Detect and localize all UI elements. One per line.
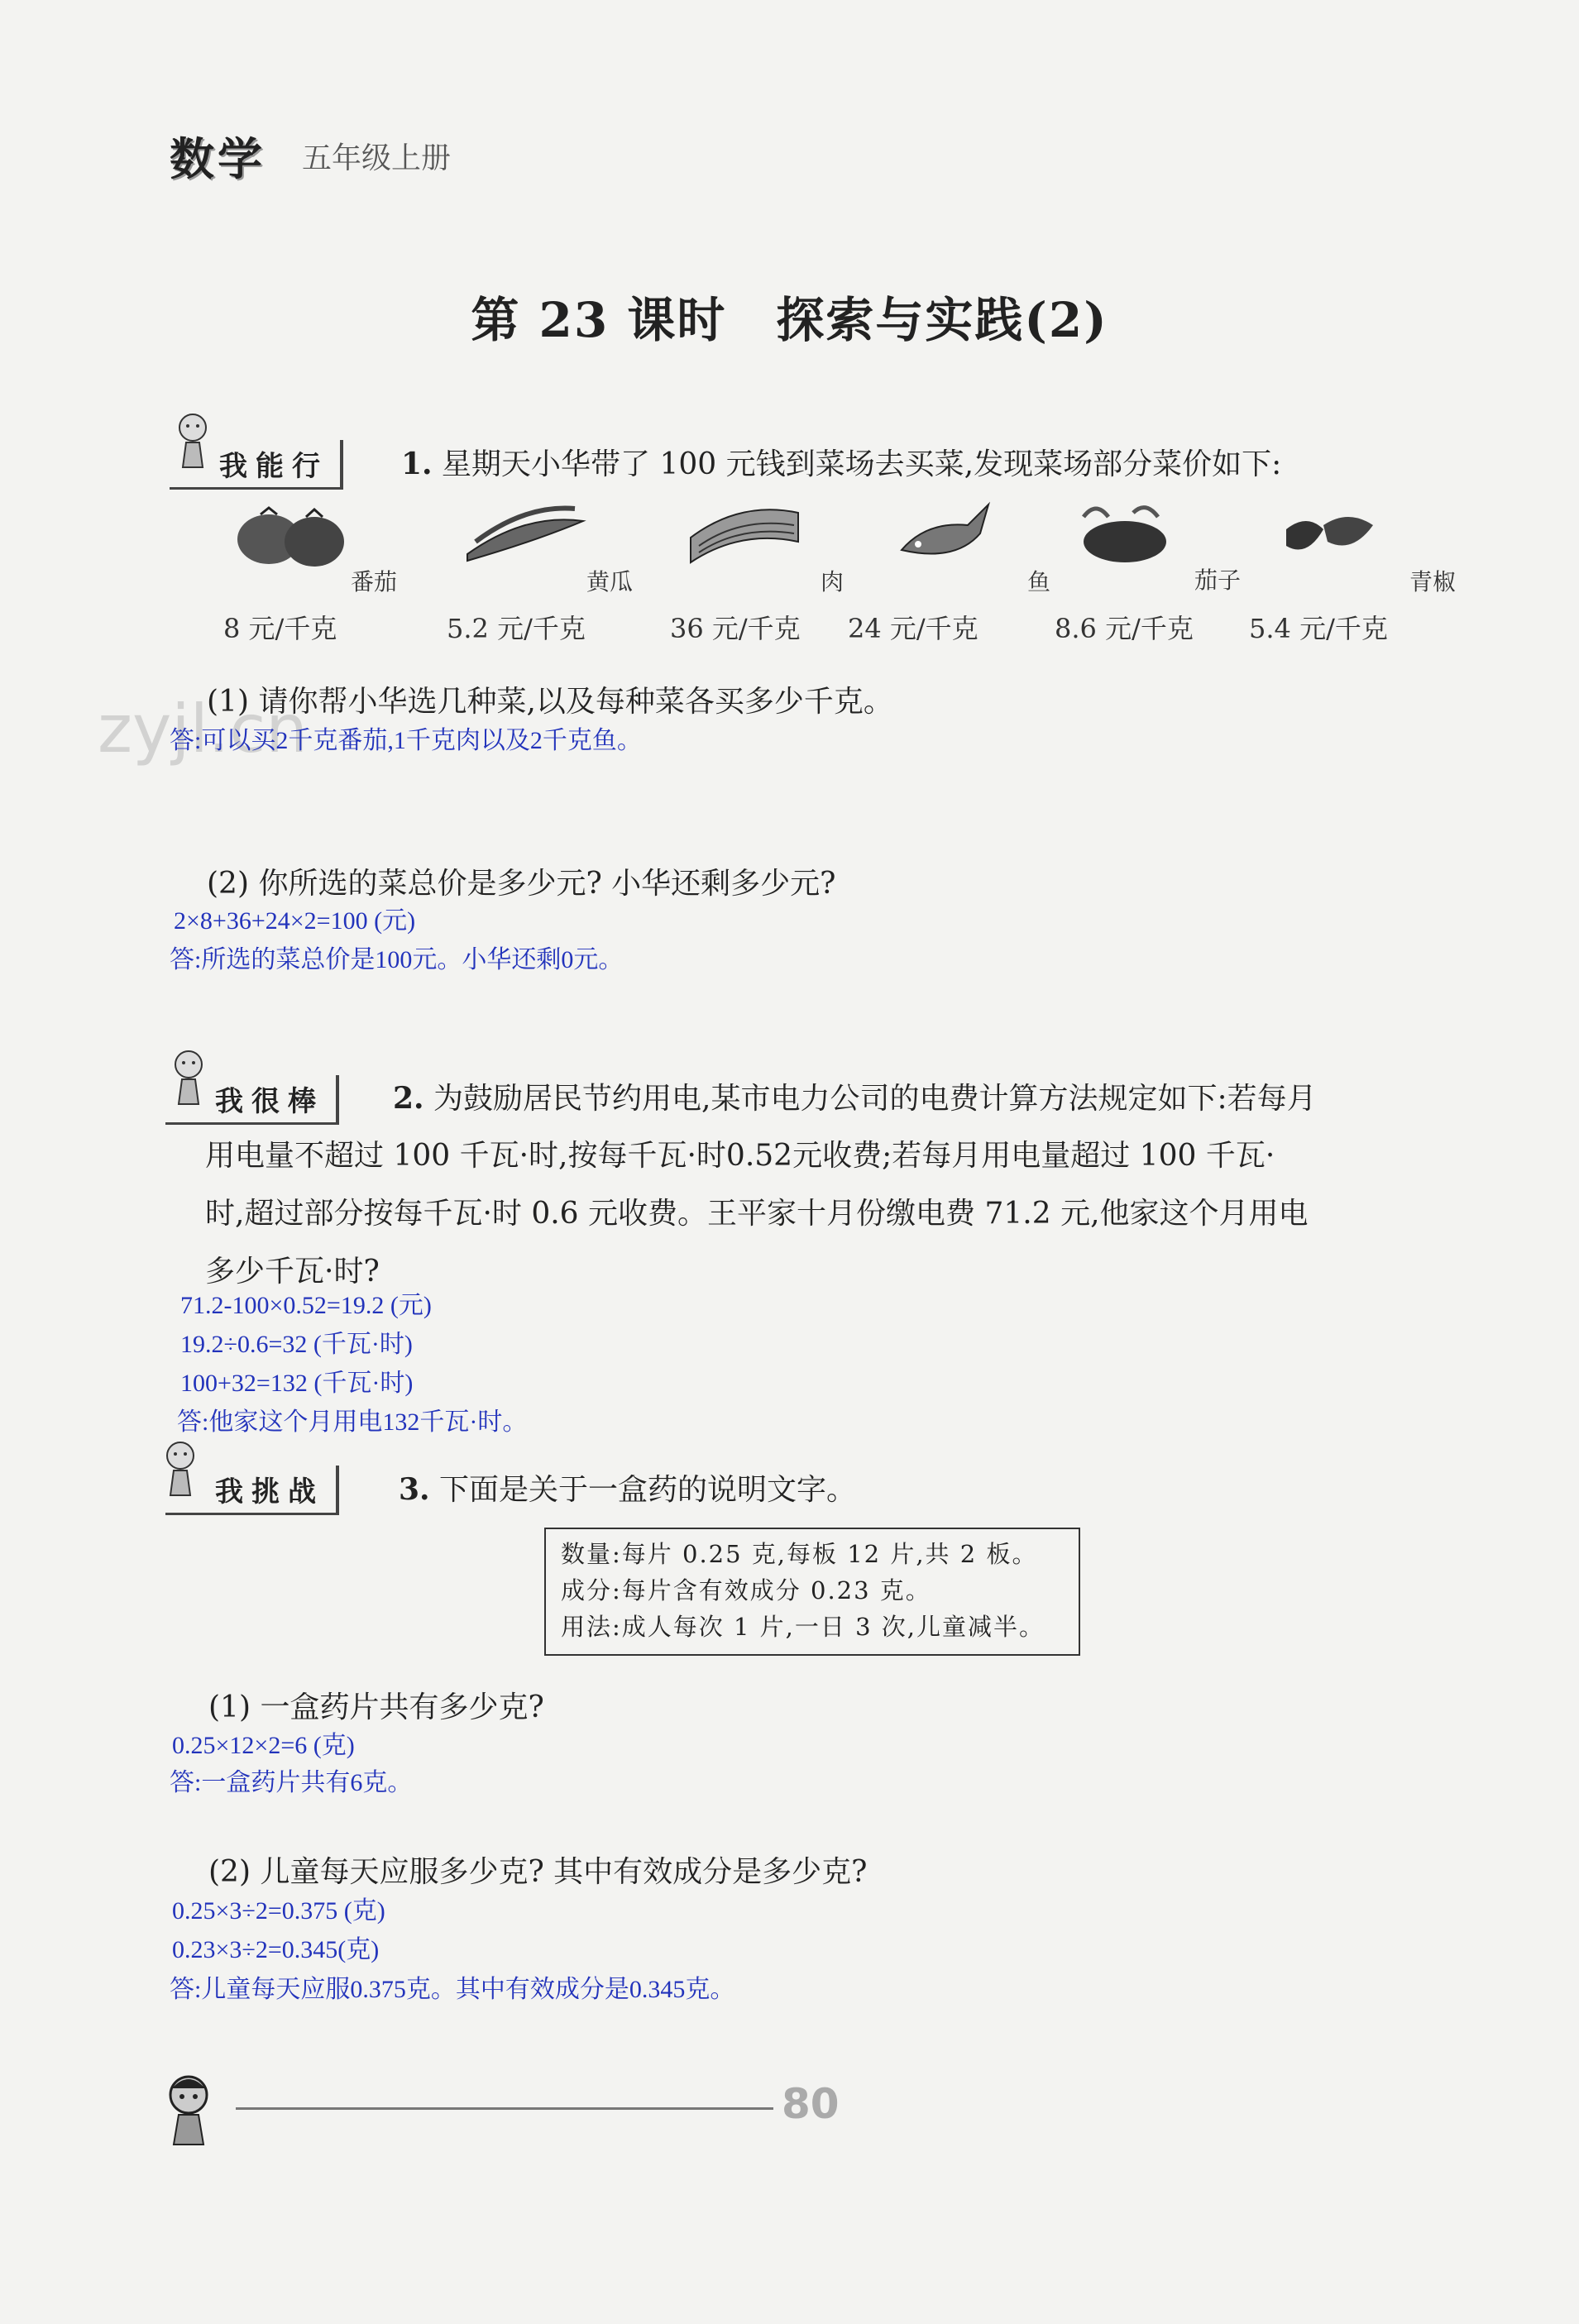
vegetable-item (1249, 496, 1456, 645)
footer-mascot-icon (157, 2072, 223, 2154)
q1-text: 星期天小华带了 100 元钱到菜场去买菜,发现菜场部分菜价如下: (442, 447, 1282, 481)
vegetable-price-list (223, 496, 1456, 653)
q3-answer-2-calc-2: 0.23×3÷2=0.345(克) (172, 1936, 380, 1963)
q3-answer-1: 答:一盒药片共有6克。 (170, 1769, 413, 1796)
q3-prompt (399, 1461, 856, 1518)
medicine-usage: 用法:成人每次 1 片,一日 3 次,儿童减半。 (561, 1613, 1045, 1641)
q3-answer-2-calc-1: 0.25×3÷2=0.375 (克) (172, 1897, 385, 1925)
vegetable-item (447, 496, 633, 645)
vegetable-price: 5.4 元/千克 (1249, 613, 1388, 644)
q2-answer-line: 71.2-100×0.52=19.2 (元) (180, 1292, 432, 1319)
grade-label: 五年级上册 (302, 141, 452, 175)
vegetable-name: 鱼 (1026, 568, 1050, 595)
q2-answer: 答:他家这个月用电132千瓦·时。 (177, 1408, 528, 1436)
vegetable-item (223, 496, 397, 645)
q3-text: 下面是关于一盒药的说明文字。 (439, 1473, 857, 1507)
q2-number: 2. (393, 1081, 424, 1116)
vegetable-name: 番茄 (350, 568, 397, 595)
vegetable-item (1055, 496, 1241, 645)
badge-wo-tiao-zhan: 我挑战 (165, 1466, 339, 1515)
footer-rule (236, 2107, 773, 2110)
vegetable-name: 青椒 (1409, 568, 1456, 595)
pepper-icon (1274, 496, 1381, 571)
medicine-quantity: 数量:每片 0.25 克,每板 12 片,共 2 板。 (561, 1540, 1038, 1568)
vegetable-price: 8.6 元/千克 (1055, 613, 1194, 644)
q2-answer-line: 19.2÷0.6=32 (千瓦·时) (180, 1331, 413, 1358)
vegetable-name: 茄子 (1194, 567, 1241, 594)
q1-answer-2: 答:所选的菜总价是100元。小华还剩0元。 (170, 946, 624, 973)
q1-prompt (401, 436, 1281, 493)
medicine-info-box (544, 1528, 1080, 1656)
q1-answer-2-calc: 2×8+36+24×2=100 (元) (174, 907, 416, 935)
subject-title: 数学 (170, 133, 266, 185)
q3-answer-2: 答:儿童每天应服0.375克。其中有效成分是0.345克。 (170, 1976, 735, 2003)
q2-line-4: 多少千瓦·时? (205, 1255, 380, 1289)
q2-line-3: 时,超过部分按每千瓦·时 0.6 元收费。王平家十月份缴电费 71.2 元,他家这个月用电 (205, 1197, 1309, 1231)
q1-number: 1. (401, 447, 433, 481)
vegetable-item (670, 496, 844, 645)
watermark: zyjl.cn (98, 691, 308, 767)
q3-number: 3. (399, 1472, 430, 1507)
vegetable-price: 24 元/千克 (848, 613, 979, 644)
eggplant-icon (1075, 496, 1183, 571)
tomato-icon (232, 496, 347, 571)
vegetable-price: 8 元/千克 (223, 613, 337, 644)
q1-answer-1: 答:可以买2千克番茄,1千克肉以及2千克鱼。 (170, 727, 642, 754)
fish-icon (889, 496, 997, 571)
vegetable-item (848, 496, 1050, 645)
vegetable-price: 5.2 元/千克 (447, 613, 586, 644)
q1-subquestion-2: (2) 你所选的菜总价是多少元? 小华还剩多少元? (207, 867, 836, 901)
vegetable-name: 黄瓜 (586, 568, 633, 595)
lesson-title: 第 23 课时 探索与实践(2) (471, 292, 1108, 348)
q2-line-2: 用电量不超过 100 千瓦·时,按每千瓦·时0.52元收费;若每月用电量超过 100 千瓦· (205, 1139, 1275, 1173)
q2-answer-line: 100+32=132 (千瓦·时) (180, 1370, 414, 1397)
badge-wo-hen-bang: 我很棒 (165, 1075, 339, 1125)
cucumber-icon (459, 496, 591, 571)
medicine-ingredient: 成分:每片含有效成分 0.23 克。 (561, 1576, 931, 1604)
page-number: 80 (782, 2080, 840, 2128)
vegetable-price: 36 元/千克 (670, 613, 801, 644)
badge-wo-neng-xing: 我能行 (170, 440, 343, 490)
q3-answer-1-calc: 0.25×12×2=6 (克) (172, 1732, 355, 1759)
q3-subquestion-2: (2) 儿童每天应服多少克? 其中有效成分是多少克? (208, 1855, 868, 1889)
meat-icon (682, 496, 806, 571)
q2-line-1 (393, 1070, 1317, 1127)
q2-text-1: 为鼓励居民节约用电,某市电力公司的电费计算方法规定如下:若每月 (433, 1082, 1317, 1116)
vegetable-name: 肉 (820, 568, 844, 595)
q3-subquestion-1: (1) 一盒药片共有多少克? (208, 1690, 544, 1724)
q1-subquestion-1: (1) 请你帮小华选几种菜,以及每种菜各买多少千克。 (207, 685, 893, 719)
